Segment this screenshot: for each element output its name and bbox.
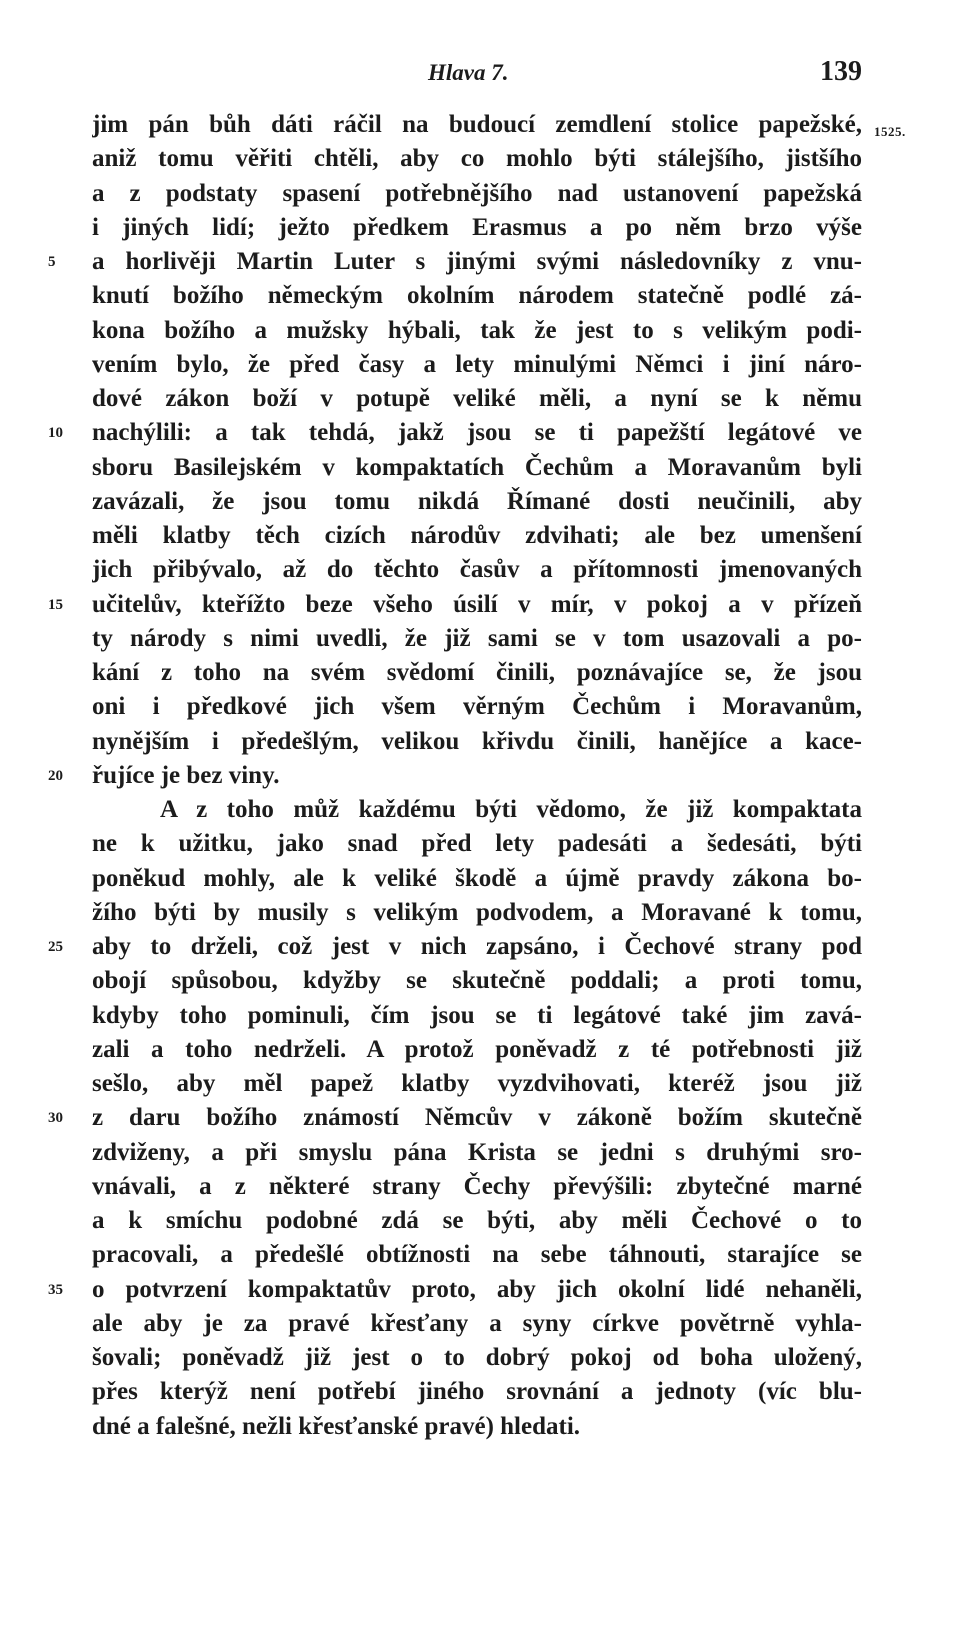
text-line xyxy=(48,588,862,622)
text-line xyxy=(92,622,862,656)
text-line xyxy=(48,416,862,450)
line-text: ale aby je za pravé křesťany a syny církve povětrně vyhla- xyxy=(92,1309,862,1337)
text-line xyxy=(92,553,862,587)
line-text: učitelův, kteřížto beze všeho úsilí v mír, v pokoj a v přízeň xyxy=(92,590,862,618)
text-line xyxy=(92,314,862,348)
line-text: a horlivěji Martin Luter s jinými svými následovníky z vnu- xyxy=(92,248,862,275)
text-line xyxy=(92,964,862,998)
line-text: ty národy s nimi uvedli, že již sami se v tom usazovali a po- xyxy=(92,624,862,652)
line-text: přes kterýž není potřebí jiného srovnání a jednoty (víc blu- xyxy=(92,1378,862,1406)
text-line xyxy=(92,1136,862,1170)
line-text: a k smíchu podobné zdá se býti, aby měli Čechové o to xyxy=(92,1207,862,1234)
line-text: aniž tomu věřiti chtěli, aby co mohlo býti stálejšího, jistšího xyxy=(92,145,862,173)
line-text: z daru božího známostí Němcův v zákoně božím skutečně xyxy=(92,1104,862,1132)
line-number: 10 xyxy=(48,425,63,442)
line-number: 15 xyxy=(48,596,63,613)
line-text: vnávali, a z některé strany Čechy převýšili: zbytečné marné xyxy=(92,1172,862,1200)
line-text: pracovali, a předešlé obtížnosti na sebe táhnouti, starajíce se xyxy=(92,1241,862,1269)
line-text: měli klatby těch cizích národův zdvihati; ale bez umenšení xyxy=(92,522,862,549)
line-text: nachýlili: a tak tehdá, jakž jsou se ti papežští legátové ve xyxy=(92,419,862,447)
line-text: A z toho můž každému býti vědomo, že již kompaktata xyxy=(160,796,862,823)
text-line xyxy=(92,1410,862,1444)
text-line xyxy=(92,725,862,759)
line-text: zavázali, že jsou tomu nikdá Římané dosti neučinili, aby xyxy=(92,487,862,515)
page-number: 139 xyxy=(820,56,862,87)
body-text xyxy=(48,108,862,1444)
line-number: 35 xyxy=(48,1281,63,1298)
text-line xyxy=(92,1204,862,1238)
text-line xyxy=(92,1341,862,1375)
line-text: zali a toho nedrželi. A protož poněvadž z té potřebnosti již xyxy=(92,1035,862,1063)
text-line xyxy=(92,108,862,142)
text-line xyxy=(92,382,862,416)
line-text: jim pán bůh dáti ráčil na budoucí zemdlení stolice papežské, xyxy=(92,111,862,138)
line-text: a z podstaty spasení potřebnějšího nad ustanovení papežská xyxy=(92,179,862,207)
line-text: kona božího a mužsky hýbali, tak že jest to s velikým podi- xyxy=(92,316,862,344)
margin-year-note: 1525. xyxy=(874,124,906,139)
line-text: žího býti by musily s velikým podvodem, a Moravané k tomu, xyxy=(92,898,862,926)
text-line xyxy=(92,485,862,519)
text-line xyxy=(92,142,862,176)
line-text: kdyby toho pominuli, čím jsou se ti legátové také jim zavá- xyxy=(92,1001,862,1029)
line-number: 25 xyxy=(48,939,63,955)
line-text: sešlo, aby měl papež klatby vyzdvihovati, kteréž jsou již xyxy=(92,1070,862,1097)
text-line xyxy=(92,211,862,245)
line-text: poněkud mohly, ale k veliké škodě a újmě pravdy zákona bo- xyxy=(92,864,862,892)
line-text: knutí božího německým okolním národem statečně podlé zá- xyxy=(92,282,862,310)
text-line xyxy=(92,451,862,485)
line-text: řujíce je bez viny. xyxy=(92,761,280,789)
line-text: šovali; poněvadž již jest o to dobrý pokoj od boha uložený, xyxy=(92,1344,862,1371)
text-line xyxy=(92,793,862,827)
line-text: kání z toho na svém svědomí činili, poznávajíce se, že jsou xyxy=(92,659,862,686)
line-text: dné a falešné, nežli křesťanské pravé) hledati. xyxy=(92,1412,581,1440)
text-line xyxy=(92,1307,862,1341)
text-line xyxy=(92,1067,862,1101)
text-line xyxy=(92,1375,862,1409)
running-head: Hlava 7. xyxy=(428,60,509,85)
line-text: zdviženy, a při smyslu pána Krista se jedni s druhými sro- xyxy=(92,1138,862,1166)
line-text: jich přibývalo, až do těchto časův a přítomnosti jmenovaných xyxy=(92,556,862,584)
line-text: o potvrzení kompaktatův proto, aby jich okolní lidé nehaněli, xyxy=(92,1275,862,1303)
text-line xyxy=(92,896,862,930)
text-line xyxy=(92,279,862,313)
text-line xyxy=(48,759,862,793)
line-text: nynějším i předešlým, velikou křivdu činili, hanějíce a kace- xyxy=(92,727,862,755)
line-number: 30 xyxy=(48,1110,63,1127)
text-line xyxy=(92,690,862,724)
text-line xyxy=(92,827,862,861)
line-text: aby to drželi, což jest v nich zapsáno, i Čechové strany pod xyxy=(92,933,862,960)
text-line xyxy=(48,245,862,279)
text-line xyxy=(92,177,862,211)
text-line xyxy=(48,1101,862,1135)
line-text: vením bylo, že před časy a lety minulými Němci i jiní náro- xyxy=(92,350,862,378)
text-line xyxy=(92,999,862,1033)
line-text: i jiných lidí; ježto předkem Erasmus a po něm brzo výše xyxy=(92,213,862,241)
text-line xyxy=(92,1170,862,1204)
text-line xyxy=(92,1033,862,1067)
text-line xyxy=(92,519,862,553)
text-line xyxy=(48,930,862,964)
line-number: 20 xyxy=(48,767,63,784)
line-number: 5 xyxy=(48,254,56,270)
line-text: ne k užitku, jako snad před lety padesáti a šedesáti, býti xyxy=(92,830,862,858)
line-text: oni i předkové jich všem věrným Čechům i Moravanům, xyxy=(92,693,862,721)
text-line xyxy=(92,348,862,382)
text-line xyxy=(48,1273,862,1307)
text-line xyxy=(92,862,862,896)
page-header xyxy=(92,56,862,96)
line-text: dové zákon boží v potupě veliké měli, a nyní se k němu xyxy=(92,385,862,412)
text-line xyxy=(92,1238,862,1272)
line-text: sboru Basilejském v kompaktatích Čechům a Moravanům byli xyxy=(92,453,862,481)
line-text: obojí spůsobou, kdyžby se skutečně poddali; a proti tomu, xyxy=(92,967,862,995)
text-line xyxy=(92,656,862,690)
